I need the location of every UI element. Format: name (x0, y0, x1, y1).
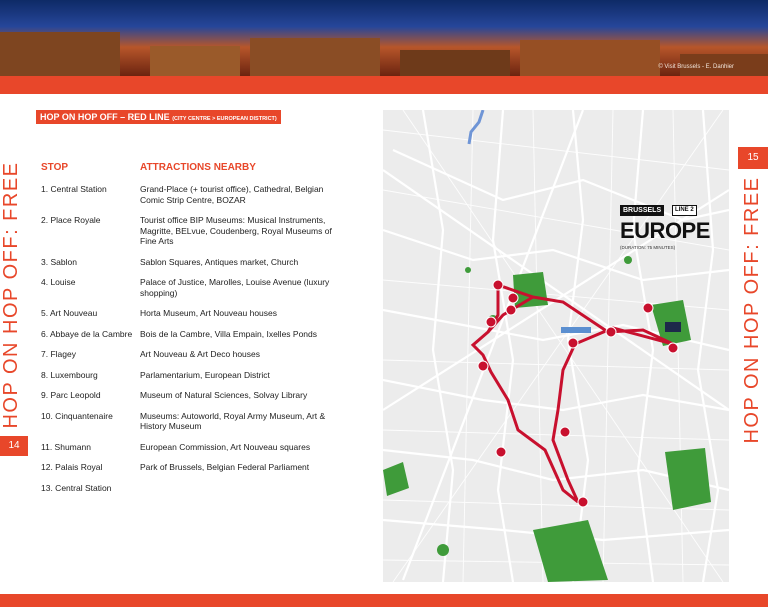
table-row (41, 462, 341, 473)
table-row (41, 370, 341, 381)
stop-attractions: Sablon Squares, Antiques market, Church (140, 256, 299, 267)
stop-attractions: Parlamentarium, European District (140, 369, 270, 380)
route-map (383, 110, 729, 582)
section-title: HOP ON HOP OFF – RED LINE (40, 112, 173, 122)
side-banner-left-text: HOP ON HOP OFF: FREE (0, 161, 22, 429)
stop-name: 4. Louise (41, 277, 76, 287)
table-row (41, 277, 341, 298)
stop-name: 13. Central Station (41, 482, 112, 493)
stop-attractions: European Commission, Art Nouveau squares (140, 441, 311, 452)
stop-name: 10. Cinquantenaire (41, 410, 113, 421)
header-band (0, 76, 768, 94)
table-row (41, 442, 341, 453)
stop-attractions: Tourist office BIP Museums: Musical Instruments, Magritte, BELvue, Coudenberg, Royal Museums of Fine Arts (140, 215, 332, 246)
stop-attractions: Horta Museum, Art Nouveau houses (140, 308, 278, 318)
stop-name: 8. Luxembourg (41, 369, 98, 380)
stops-table (41, 184, 341, 493)
table-row (41, 390, 341, 401)
table-row (41, 184, 341, 205)
stop-name: 1. Central Station (41, 184, 107, 194)
side-banner-left (0, 155, 26, 435)
column-header-attractions: ATTRACTIONS NEARBY (140, 162, 256, 173)
section-heading (36, 110, 281, 124)
stop-attractions: Art Nouveau & Art Deco houses (140, 349, 261, 359)
stop-attractions: Bois de la Cambre, Villa Empain, Ixelles Ponds (140, 328, 318, 339)
page-number-left: 14 (0, 436, 28, 456)
column-header-stop: STOP (41, 162, 69, 173)
brand-duration: (DURATION: 75 MINUTES) (620, 245, 676, 250)
table-row (41, 257, 341, 268)
stop-attractions: Park of Brussels, Belgian Federal Parliament (140, 462, 310, 472)
stop-attractions: Palace of Justice, Marolles, Louise Avenue (luxury shopping) (140, 277, 330, 298)
table-row (41, 329, 341, 340)
line-brand (620, 205, 710, 255)
stop-name: 5. Art Nouveau (41, 308, 98, 318)
stop-name: 9. Parc Leopold (41, 390, 101, 400)
route-map-graphic (383, 110, 729, 582)
page-number-right: 15 (738, 147, 768, 169)
table-row (41, 349, 341, 360)
section-subtitle: (CITY CENTRE > EUROPEAN DISTRICT) (172, 116, 277, 122)
header-photo (0, 0, 768, 76)
brand-line: LINE 2 (672, 205, 697, 216)
stop-attractions: Museums: Autoworld, Royal Army Museum, Art & History Museum (140, 410, 326, 431)
stop-name: 11. Shumann (41, 441, 91, 452)
photo-credit: © Visit Brussels - E. Danhier (658, 64, 734, 70)
table-row (41, 308, 341, 319)
stop-name: 7. Flagey (41, 349, 76, 359)
stop-attractions: Museum of Natural Sciences, Solvay Library (140, 390, 308, 400)
table-row (41, 215, 341, 247)
table-row (41, 411, 341, 432)
footer-band (0, 594, 768, 607)
brand-brussels: BRUSSELS (620, 205, 664, 216)
side-banner-right (740, 170, 768, 450)
stop-name: 6. Abbaye de la Cambre (41, 328, 133, 339)
stop-name: 2. Place Royale (41, 215, 101, 225)
stop-name: 12. Palais Royal (41, 462, 103, 472)
stop-attractions: Grand-Place (+ tourist office), Cathedral, Belgian Comic Strip Centre, BOZAR (140, 184, 324, 205)
stop-name: 3. Sablon (41, 256, 77, 267)
brand-title: EUROPE (620, 218, 710, 243)
side-banner-right-text: HOP ON HOP OFF: FREE (741, 176, 763, 444)
